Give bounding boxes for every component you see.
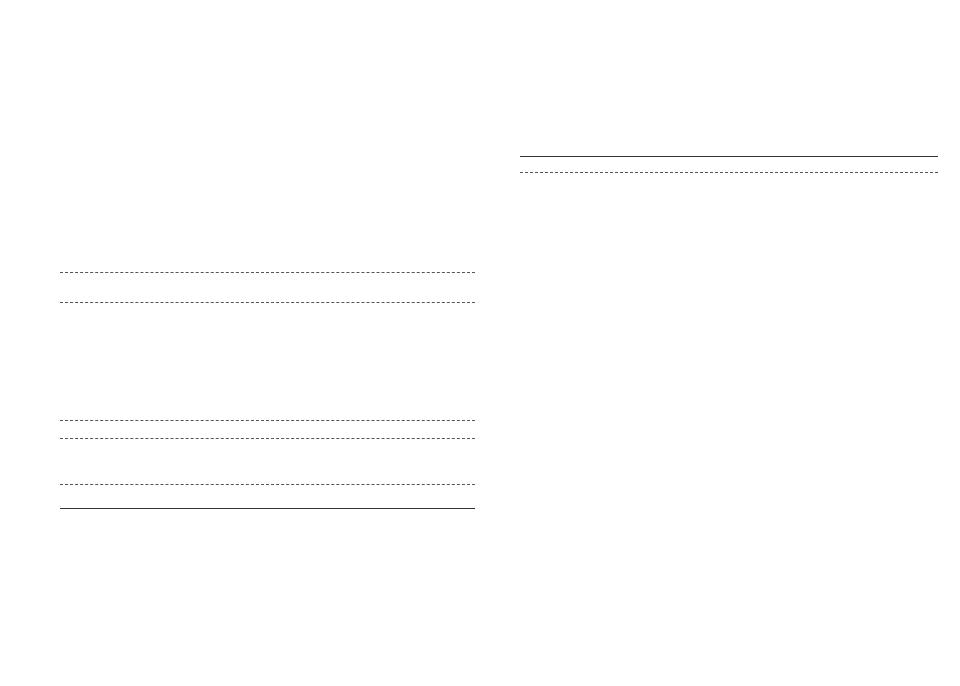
total-cell xyxy=(728,159,762,169)
table2-top-rule xyxy=(60,484,475,485)
table2-header-rule xyxy=(60,508,475,509)
award-paragraph xyxy=(60,149,480,164)
total-cell xyxy=(632,159,672,169)
intro-paragraph xyxy=(60,65,480,80)
table1-header-rule xyxy=(60,302,475,303)
rector-paragraph xyxy=(60,117,480,132)
right-table-total xyxy=(520,159,866,169)
total-label xyxy=(520,159,610,169)
table1-total-rule xyxy=(60,420,475,421)
right-table-bottom-rule xyxy=(520,172,938,173)
total-cell xyxy=(700,159,728,169)
total-cell xyxy=(802,159,866,169)
table-row xyxy=(520,159,866,169)
table1-bottom-rule xyxy=(60,438,475,439)
total-cell xyxy=(610,159,632,169)
right-table-total-rule xyxy=(520,156,938,157)
table1-top-rule xyxy=(60,272,475,273)
right-page xyxy=(480,0,960,686)
total-cell xyxy=(672,159,700,169)
total-cell xyxy=(762,159,802,169)
